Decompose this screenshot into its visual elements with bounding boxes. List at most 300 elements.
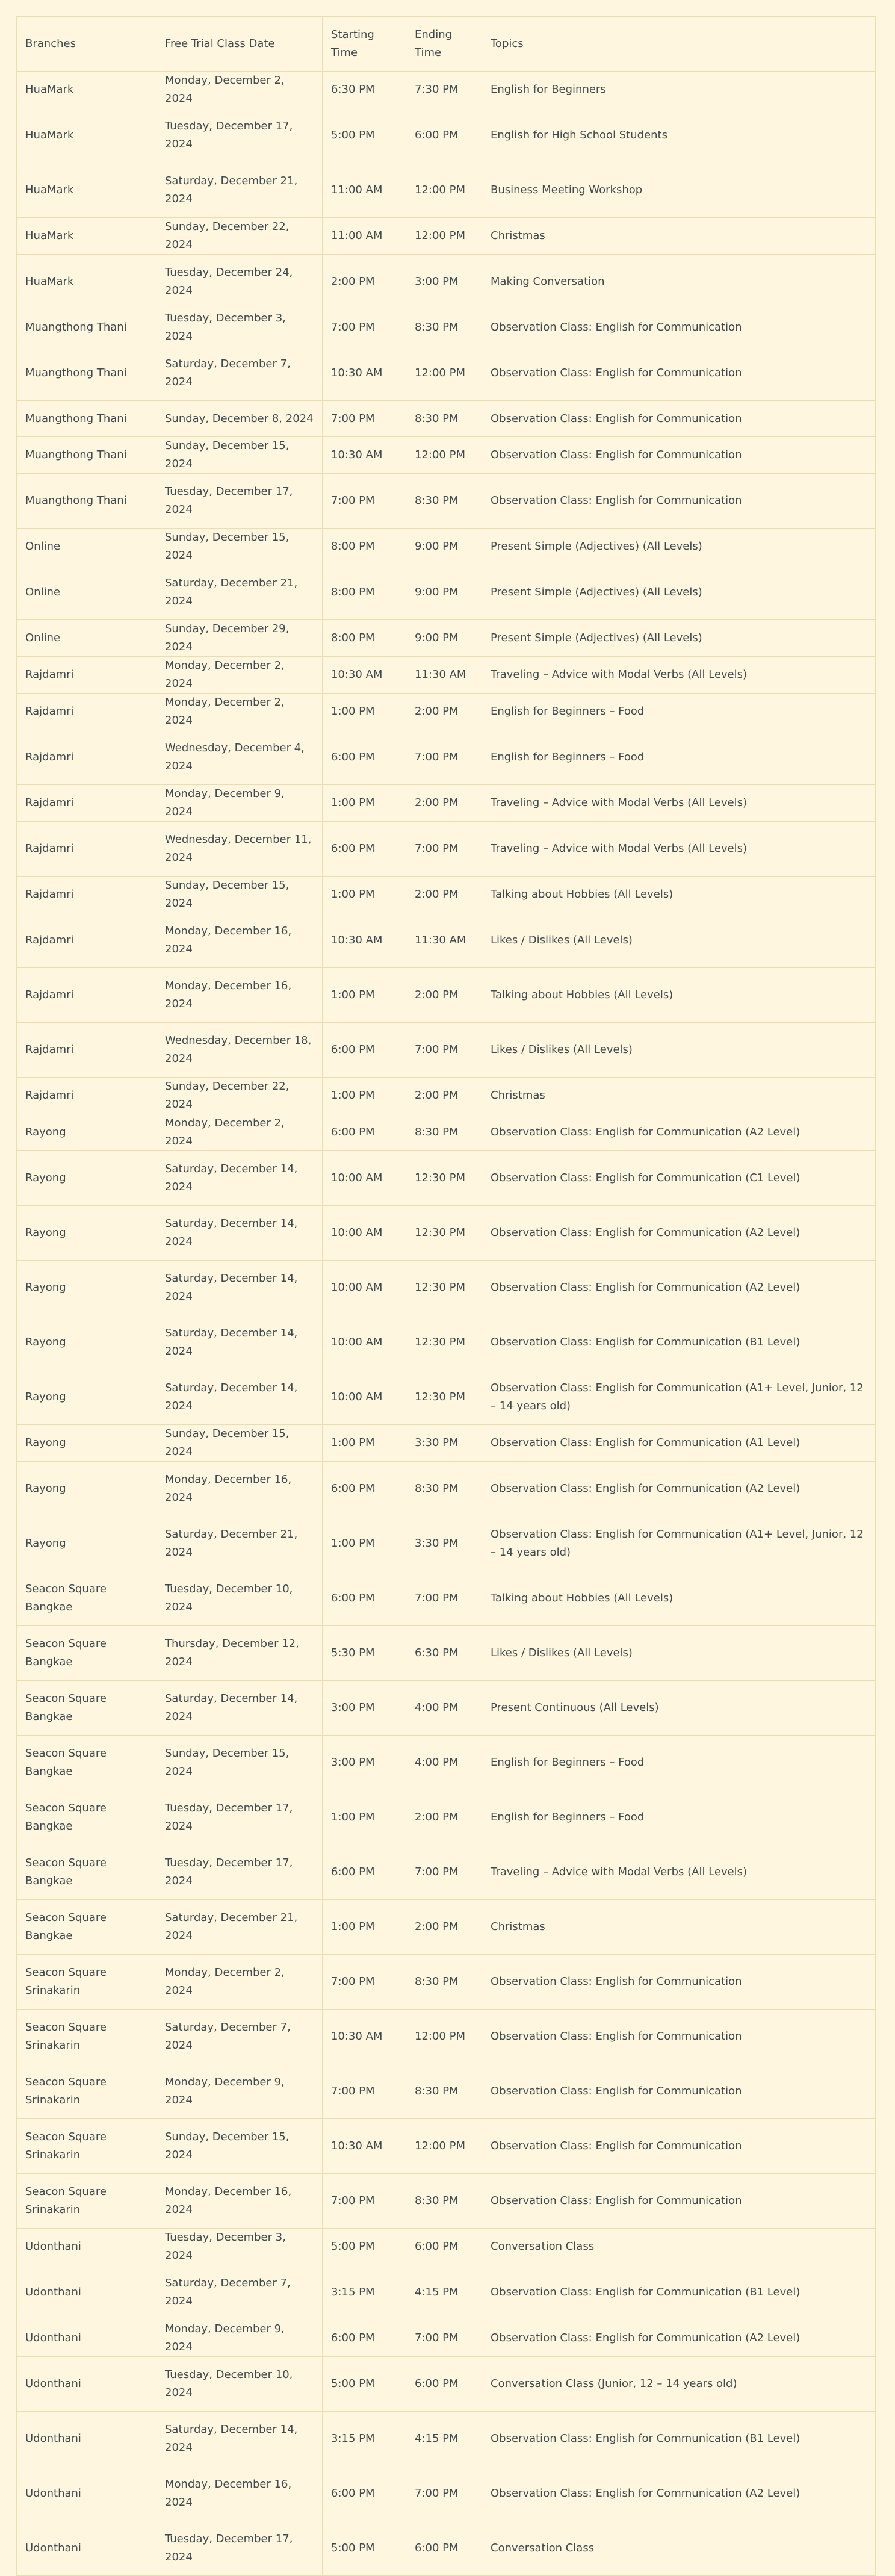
table-row (17, 1681, 876, 1736)
cell-branch: Muangthong Thani (17, 309, 156, 346)
table-row (17, 529, 876, 565)
cell-branch: Rajdamri (17, 785, 156, 822)
cell-start-time: 5:30 PM (323, 1626, 406, 1681)
cell-start-time: 1:00 PM (323, 968, 406, 1023)
cell-date: Sunday, December 22, 2024 (156, 218, 323, 255)
cell-branch: Muangthong Thani (17, 474, 156, 529)
cell-end-time: 7:00 PM (406, 1571, 482, 1626)
cell-branch: Rayong (17, 1315, 156, 1370)
cell-topic: English for Beginners – Food (482, 730, 876, 785)
cell-branch: Seacon Square Srinakarin (17, 2064, 156, 2119)
table-row (17, 2412, 876, 2466)
cell-start-time: 1:00 PM (323, 1078, 406, 1114)
cell-branch: Seacon Square Srinakarin (17, 2010, 156, 2064)
cell-date: Sunday, December 15, 2024 (156, 437, 323, 474)
cell-topic: Observation Class: English for Communication (C1 Level) (482, 1151, 876, 1206)
cell-start-time: 6:30 PM (323, 72, 406, 108)
cell-date: Monday, December 2, 2024 (156, 694, 323, 730)
cell-start-time: 6:00 PM (323, 1571, 406, 1626)
cell-topic: Traveling – Advice with Modal Verbs (All Levels) (482, 785, 876, 822)
cell-start-time: 6:00 PM (323, 1114, 406, 1151)
cell-topic: Talking about Hobbies (All Levels) (482, 877, 876, 913)
cell-end-time: 12:00 PM (406, 437, 482, 474)
header-branches: Branches (17, 17, 156, 72)
cell-start-time: 8:00 PM (323, 529, 406, 565)
cell-branch: Muangthong Thani (17, 401, 156, 437)
cell-end-time: 12:30 PM (406, 1261, 482, 1315)
cell-topic: Traveling – Advice with Modal Verbs (All Levels) (482, 657, 876, 694)
cell-topic: Observation Class: English for Communication (A2 Level) (482, 1206, 876, 1261)
cell-branch: Rayong (17, 1370, 156, 1425)
cell-branch: Rajdamri (17, 1023, 156, 1078)
cell-start-time: 5:00 PM (323, 108, 406, 163)
header-class-date: Free Trial Class Date (156, 17, 323, 72)
cell-end-time: 9:00 PM (406, 620, 482, 657)
cell-end-time: 12:30 PM (406, 1315, 482, 1370)
cell-branch: Seacon Square Srinakarin (17, 2119, 156, 2174)
cell-branch: Rayong (17, 1261, 156, 1315)
cell-topic: Conversation Class (482, 2229, 876, 2265)
cell-start-time: 6:00 PM (323, 1462, 406, 1516)
cell-branch: Rajdamri (17, 968, 156, 1023)
cell-date: Sunday, December 15, 2024 (156, 529, 323, 565)
cell-start-time: 10:30 AM (323, 657, 406, 694)
cell-date: Monday, December 2, 2024 (156, 1955, 323, 2010)
cell-branch: Udonthani (17, 2265, 156, 2320)
cell-branch: Udonthani (17, 2229, 156, 2265)
cell-start-time: 10:30 AM (323, 2119, 406, 2174)
cell-topic: Likes / Dislikes (All Levels) (482, 913, 876, 968)
cell-start-time: 10:00 AM (323, 1261, 406, 1315)
cell-start-time: 5:00 PM (323, 2521, 406, 2576)
cell-branch: HuaMark (17, 72, 156, 108)
cell-topic: Conversation Class (482, 2521, 876, 2576)
cell-end-time: 8:30 PM (406, 1462, 482, 1516)
table-row (17, 1955, 876, 2010)
cell-date: Monday, December 2, 2024 (156, 72, 323, 108)
table-row (17, 255, 876, 309)
cell-branch: Online (17, 529, 156, 565)
cell-topic: Observation Class: English for Communication (482, 309, 876, 346)
cell-date: Saturday, December 14, 2024 (156, 1261, 323, 1315)
cell-start-time: 1:00 PM (323, 1790, 406, 1845)
cell-branch: Muangthong Thani (17, 346, 156, 401)
cell-date: Sunday, December 15, 2024 (156, 1425, 323, 1462)
table-row (17, 657, 876, 694)
table-row (17, 1315, 876, 1370)
cell-branch: Udonthani (17, 2466, 156, 2521)
cell-date: Monday, December 9, 2024 (156, 785, 323, 822)
table-row (17, 163, 876, 218)
cell-end-time: 9:00 PM (406, 565, 482, 620)
cell-end-time: 7:30 PM (406, 72, 482, 108)
cell-branch: Udonthani (17, 2357, 156, 2412)
table-row (17, 620, 876, 657)
table-row (17, 1078, 876, 1114)
cell-end-time: 4:15 PM (406, 2265, 482, 2320)
cell-topic: Observation Class: English for Communication (482, 2010, 876, 2064)
cell-end-time: 12:30 PM (406, 1370, 482, 1425)
table-row (17, 1023, 876, 1078)
cell-date: Sunday, December 15, 2024 (156, 2119, 323, 2174)
cell-topic: Observation Class: English for Communication (A2 Level) (482, 2466, 876, 2521)
cell-topic: Present Continuous (All Levels) (482, 1681, 876, 1736)
cell-end-time: 12:00 PM (406, 2010, 482, 2064)
cell-date: Monday, December 9, 2024 (156, 2320, 323, 2357)
table-row (17, 1626, 876, 1681)
table-row (17, 1151, 876, 1206)
cell-start-time: 10:00 AM (323, 1151, 406, 1206)
cell-topic: Traveling – Advice with Modal Verbs (All Levels) (482, 1845, 876, 1900)
cell-topic: Observation Class: English for Communication (A1+ Level, Junior, 12 – 14 years old) (482, 1516, 876, 1571)
cell-branch: HuaMark (17, 218, 156, 255)
cell-branch: Rajdamri (17, 913, 156, 968)
cell-branch: Udonthani (17, 2412, 156, 2466)
table-row (17, 2064, 876, 2119)
cell-date: Monday, December 2, 2024 (156, 657, 323, 694)
cell-date: Wednesday, December 4, 2024 (156, 730, 323, 785)
cell-date: Monday, December 16, 2024 (156, 913, 323, 968)
cell-start-time: 8:00 PM (323, 620, 406, 657)
cell-end-time: 9:00 PM (406, 529, 482, 565)
header-ending-time: Ending Time (406, 17, 482, 72)
cell-topic: Observation Class: English for Communication (482, 2064, 876, 2119)
cell-end-time: 7:00 PM (406, 2320, 482, 2357)
cell-date: Tuesday, December 10, 2024 (156, 2357, 323, 2412)
cell-topic: Making Conversation (482, 255, 876, 309)
cell-topic: Christmas (482, 1900, 876, 1955)
cell-date: Sunday, December 15, 2024 (156, 877, 323, 913)
cell-start-time: 1:00 PM (323, 785, 406, 822)
cell-branch: HuaMark (17, 108, 156, 163)
table-row (17, 1790, 876, 1845)
cell-end-time: 8:30 PM (406, 2064, 482, 2119)
cell-end-time: 12:30 PM (406, 1151, 482, 1206)
cell-start-time: 6:00 PM (323, 2320, 406, 2357)
table-row (17, 2466, 876, 2521)
cell-branch: Seacon Square Bangkae (17, 1571, 156, 1626)
table-row (17, 474, 876, 529)
cell-branch: Rayong (17, 1516, 156, 1571)
cell-start-time: 6:00 PM (323, 1023, 406, 1078)
table-row (17, 108, 876, 163)
table-row (17, 968, 876, 1023)
table-header (17, 17, 876, 72)
cell-branch: Seacon Square Bangkae (17, 1790, 156, 1845)
cell-date: Monday, December 16, 2024 (156, 1462, 323, 1516)
cell-date: Monday, December 16, 2024 (156, 968, 323, 1023)
cell-date: Tuesday, December 17, 2024 (156, 108, 323, 163)
cell-date: Tuesday, December 17, 2024 (156, 1790, 323, 1845)
table-row (17, 1370, 876, 1425)
cell-end-time: 11:30 AM (406, 657, 482, 694)
cell-topic: Observation Class: English for Communication (B1 Level) (482, 2412, 876, 2466)
cell-start-time: 10:30 AM (323, 346, 406, 401)
cell-date: Wednesday, December 11, 2024 (156, 822, 323, 877)
cell-topic: English for Beginners – Food (482, 1790, 876, 1845)
cell-end-time: 2:00 PM (406, 694, 482, 730)
cell-end-time: 3:30 PM (406, 1425, 482, 1462)
cell-date: Tuesday, December 3, 2024 (156, 309, 323, 346)
cell-topic: Present Simple (Adjectives) (All Levels) (482, 565, 876, 620)
cell-end-time: 2:00 PM (406, 1790, 482, 1845)
cell-date: Saturday, December 14, 2024 (156, 1681, 323, 1736)
cell-start-time: 7:00 PM (323, 474, 406, 529)
cell-end-time: 8:30 PM (406, 401, 482, 437)
cell-start-time: 6:00 PM (323, 730, 406, 785)
cell-end-time: 11:30 AM (406, 913, 482, 968)
cell-start-time: 2:00 PM (323, 255, 406, 309)
table-row (17, 1736, 876, 1790)
cell-end-time: 7:00 PM (406, 730, 482, 785)
cell-topic: Talking about Hobbies (All Levels) (482, 968, 876, 1023)
cell-branch: Seacon Square Bangkae (17, 1845, 156, 1900)
cell-branch: Rajdamri (17, 694, 156, 730)
cell-end-time: 3:00 PM (406, 255, 482, 309)
cell-end-time: 12:00 PM (406, 218, 482, 255)
cell-date: Tuesday, December 3, 2024 (156, 2229, 323, 2265)
cell-start-time: 3:00 PM (323, 1736, 406, 1790)
cell-topic: Observation Class: English for Communication (A2 Level) (482, 1462, 876, 1516)
cell-date: Monday, December 9, 2024 (156, 2064, 323, 2119)
cell-topic: English for Beginners (482, 72, 876, 108)
table-row (17, 877, 876, 913)
cell-topic: Observation Class: English for Communication (482, 346, 876, 401)
cell-start-time: 5:00 PM (323, 2229, 406, 2265)
cell-start-time: 7:00 PM (323, 401, 406, 437)
cell-date: Saturday, December 21, 2024 (156, 163, 323, 218)
cell-branch: Online (17, 620, 156, 657)
cell-branch: Rayong (17, 1114, 156, 1151)
cell-branch: Seacon Square Bangkae (17, 1900, 156, 1955)
cell-topic: Christmas (482, 1078, 876, 1114)
cell-end-time: 2:00 PM (406, 1078, 482, 1114)
table-row (17, 2357, 876, 2412)
cell-date: Tuesday, December 17, 2024 (156, 2521, 323, 2576)
table-row (17, 346, 876, 401)
cell-end-time: 4:00 PM (406, 1736, 482, 1790)
table-row (17, 1261, 876, 1315)
cell-start-time: 1:00 PM (323, 1900, 406, 1955)
cell-start-time: 5:00 PM (323, 2357, 406, 2412)
cell-end-time: 7:00 PM (406, 822, 482, 877)
cell-start-time: 11:00 AM (323, 163, 406, 218)
cell-topic: Observation Class: English for Communication (B1 Level) (482, 1315, 876, 1370)
cell-date: Saturday, December 14, 2024 (156, 1206, 323, 1261)
cell-branch: Muangthong Thani (17, 437, 156, 474)
cell-topic: Present Simple (Adjectives) (All Levels) (482, 620, 876, 657)
table-body (17, 72, 876, 2576)
cell-start-time: 3:15 PM (323, 2265, 406, 2320)
cell-branch: HuaMark (17, 163, 156, 218)
cell-date: Saturday, December 14, 2024 (156, 2412, 323, 2466)
header-row (17, 17, 876, 72)
cell-date: Saturday, December 7, 2024 (156, 2010, 323, 2064)
table-row (17, 1516, 876, 1571)
cell-start-time: 6:00 PM (323, 822, 406, 877)
cell-start-time: 7:00 PM (323, 309, 406, 346)
cell-date: Wednesday, December 18, 2024 (156, 1023, 323, 1078)
table-row (17, 1571, 876, 1626)
table-row (17, 2521, 876, 2576)
cell-topic: Likes / Dislikes (All Levels) (482, 1626, 876, 1681)
table-row (17, 785, 876, 822)
cell-topic: Conversation Class (Junior, 12 – 14 years old) (482, 2357, 876, 2412)
cell-end-time: 4:15 PM (406, 2412, 482, 2466)
cell-branch: Seacon Square Srinakarin (17, 2174, 156, 2229)
cell-date: Saturday, December 7, 2024 (156, 2265, 323, 2320)
table-row (17, 1462, 876, 1516)
cell-topic: Talking about Hobbies (All Levels) (482, 1571, 876, 1626)
table-row (17, 2010, 876, 2064)
cell-end-time: 7:00 PM (406, 2466, 482, 2521)
cell-date: Tuesday, December 17, 2024 (156, 1845, 323, 1900)
cell-end-time: 12:30 PM (406, 1206, 482, 1261)
cell-end-time: 2:00 PM (406, 968, 482, 1023)
cell-start-time: 10:00 AM (323, 1370, 406, 1425)
cell-branch: HuaMark (17, 255, 156, 309)
cell-end-time: 8:30 PM (406, 474, 482, 529)
cell-start-time: 1:00 PM (323, 694, 406, 730)
cell-date: Saturday, December 14, 2024 (156, 1370, 323, 1425)
cell-topic: Observation Class: English for Communication (A2 Level) (482, 1114, 876, 1151)
table-row (17, 694, 876, 730)
cell-start-time: 1:00 PM (323, 1516, 406, 1571)
free-trial-schedule-table (16, 16, 876, 2576)
cell-topic: Present Simple (Adjectives) (All Levels) (482, 529, 876, 565)
cell-branch: Seacon Square Bangkae (17, 1681, 156, 1736)
cell-topic: Observation Class: English for Communication (482, 1955, 876, 2010)
table-row (17, 2265, 876, 2320)
cell-branch: Rayong (17, 1425, 156, 1462)
cell-start-time: 8:00 PM (323, 565, 406, 620)
cell-branch: Seacon Square Bangkae (17, 1626, 156, 1681)
cell-date: Tuesday, December 17, 2024 (156, 474, 323, 529)
table-row (17, 2229, 876, 2265)
cell-branch: Rayong (17, 1151, 156, 1206)
cell-end-time: 6:00 PM (406, 2229, 482, 2265)
cell-end-time: 8:30 PM (406, 309, 482, 346)
cell-date: Tuesday, December 24, 2024 (156, 255, 323, 309)
cell-branch: Rajdamri (17, 877, 156, 913)
cell-end-time: 3:30 PM (406, 1516, 482, 1571)
cell-date: Saturday, December 21, 2024 (156, 1516, 323, 1571)
schedule-table-container (16, 16, 875, 2576)
cell-date: Tuesday, December 10, 2024 (156, 1571, 323, 1626)
table-row (17, 1900, 876, 1955)
cell-date: Saturday, December 21, 2024 (156, 1900, 323, 1955)
cell-date: Thursday, December 12, 2024 (156, 1626, 323, 1681)
cell-start-time: 3:15 PM (323, 2412, 406, 2466)
table-row (17, 401, 876, 437)
cell-topic: Business Meeting Workshop (482, 163, 876, 218)
table-row (17, 2119, 876, 2174)
cell-start-time: 7:00 PM (323, 1955, 406, 2010)
cell-end-time: 2:00 PM (406, 877, 482, 913)
cell-topic: Observation Class: English for Communication (482, 474, 876, 529)
cell-topic: English for High School Students (482, 108, 876, 163)
cell-branch: Online (17, 565, 156, 620)
table-row (17, 72, 876, 108)
cell-start-time: 10:30 AM (323, 913, 406, 968)
cell-topic: Observation Class: English for Communication (482, 2174, 876, 2229)
cell-topic: English for Beginners – Food (482, 1736, 876, 1790)
cell-topic: Observation Class: English for Communication (A1 Level) (482, 1425, 876, 1462)
cell-start-time: 10:30 AM (323, 2010, 406, 2064)
cell-start-time: 1:00 PM (323, 1425, 406, 1462)
cell-topic: Likes / Dislikes (All Levels) (482, 1023, 876, 1078)
cell-branch: Udonthani (17, 2320, 156, 2357)
cell-topic: Observation Class: English for Communication (482, 2119, 876, 2174)
cell-branch: Udonthani (17, 2521, 156, 2576)
cell-topic: Observation Class: English for Communication (B1 Level) (482, 2265, 876, 2320)
cell-start-time: 3:00 PM (323, 1681, 406, 1736)
cell-end-time: 6:00 PM (406, 2521, 482, 2576)
table-row (17, 565, 876, 620)
cell-end-time: 8:30 PM (406, 2174, 482, 2229)
cell-end-time: 6:00 PM (406, 2357, 482, 2412)
table-row (17, 913, 876, 968)
cell-end-time: 12:00 PM (406, 2119, 482, 2174)
cell-date: Sunday, December 22, 2024 (156, 1078, 323, 1114)
cell-end-time: 6:00 PM (406, 108, 482, 163)
table-row (17, 822, 876, 877)
cell-date: Sunday, December 8, 2024 (156, 401, 323, 437)
header-topics: Topics (482, 17, 876, 72)
cell-date: Sunday, December 29, 2024 (156, 620, 323, 657)
cell-end-time: 2:00 PM (406, 1900, 482, 1955)
cell-branch: Seacon Square Srinakarin (17, 1955, 156, 2010)
table-row (17, 1425, 876, 1462)
cell-date: Monday, December 16, 2024 (156, 2174, 323, 2229)
cell-start-time: 10:00 AM (323, 1206, 406, 1261)
cell-end-time: 7:00 PM (406, 1023, 482, 1078)
cell-start-time: 6:00 PM (323, 2466, 406, 2521)
cell-topic: Observation Class: English for Communication (482, 437, 876, 474)
cell-date: Sunday, December 15, 2024 (156, 1736, 323, 1790)
cell-branch: Rajdamri (17, 822, 156, 877)
cell-end-time: 8:30 PM (406, 1114, 482, 1151)
table-row (17, 437, 876, 474)
table-row (17, 2320, 876, 2357)
table-row (17, 1114, 876, 1151)
cell-end-time: 12:00 PM (406, 346, 482, 401)
cell-date: Saturday, December 14, 2024 (156, 1151, 323, 1206)
cell-date: Monday, December 16, 2024 (156, 2466, 323, 2521)
cell-date: Monday, December 2, 2024 (156, 1114, 323, 1151)
cell-branch: Rajdamri (17, 730, 156, 785)
table-row (17, 1206, 876, 1261)
cell-start-time: 10:30 AM (323, 437, 406, 474)
table-row (17, 730, 876, 785)
cell-topic: Christmas (482, 218, 876, 255)
cell-start-time: 7:00 PM (323, 2174, 406, 2229)
cell-topic: English for Beginners – Food (482, 694, 876, 730)
cell-branch: Seacon Square Bangkae (17, 1736, 156, 1790)
cell-end-time: 12:00 PM (406, 163, 482, 218)
cell-start-time: 1:00 PM (323, 877, 406, 913)
cell-start-time: 6:00 PM (323, 1845, 406, 1900)
cell-topic: Traveling – Advice with Modal Verbs (All Levels) (482, 822, 876, 877)
cell-start-time: 10:00 AM (323, 1315, 406, 1370)
cell-date: Saturday, December 7, 2024 (156, 346, 323, 401)
cell-date: Saturday, December 21, 2024 (156, 565, 323, 620)
table-row (17, 2174, 876, 2229)
cell-topic: Observation Class: English for Communication (A2 Level) (482, 1261, 876, 1315)
cell-topic: Observation Class: English for Communication (A2 Level) (482, 2320, 876, 2357)
cell-end-time: 7:00 PM (406, 1845, 482, 1900)
cell-branch: Rajdamri (17, 1078, 156, 1114)
